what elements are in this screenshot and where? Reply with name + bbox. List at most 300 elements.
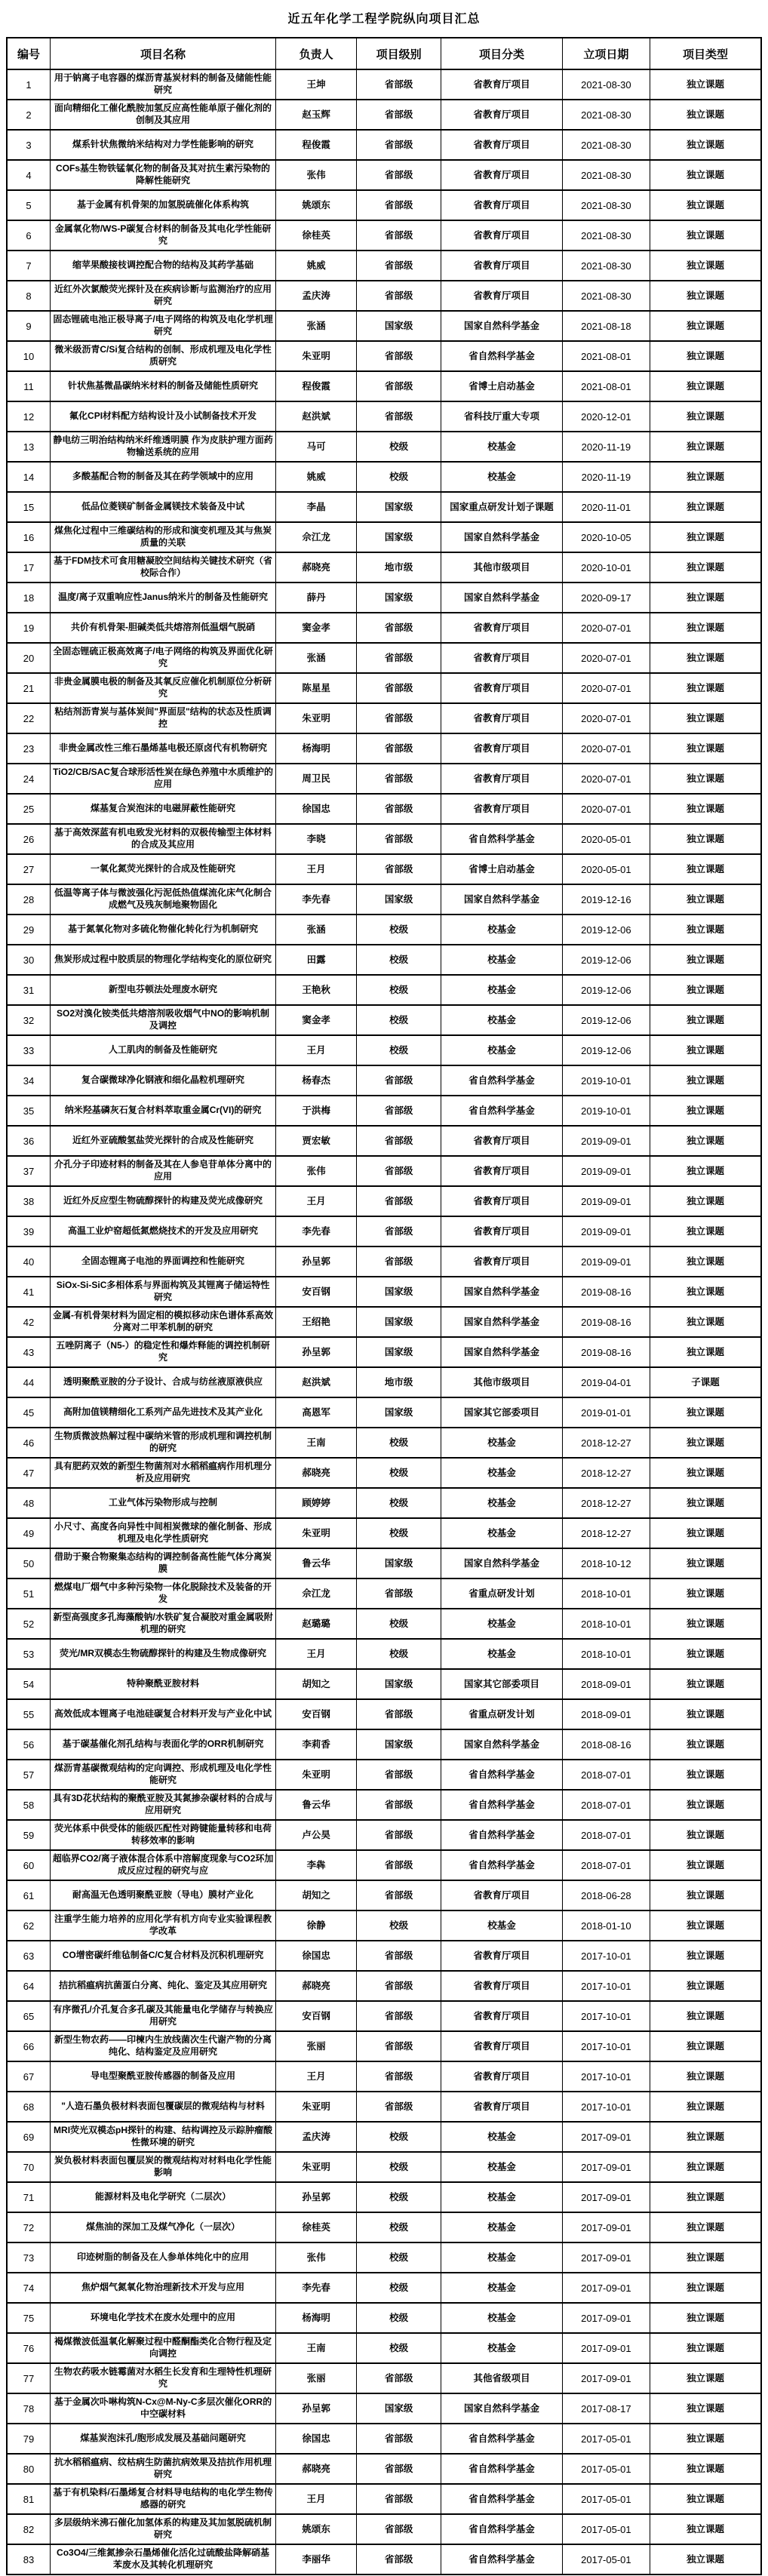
table-row [7,160,761,190]
cell-category: 省自然科学基金 [441,2544,563,2574]
cell-category: 省博士启动基金 [441,371,563,401]
cell-date: 2019-08-16 [562,1307,650,1337]
cell-project-name: 基于FDM技术可食用糖凝胶空间结构关键技术研究（省校际合作） [51,552,276,583]
cell-type: 独立课题 [650,1850,761,1880]
cell-category: 省教育厅项目 [441,2061,563,2092]
cell-leader: 鲁云华 [276,1548,357,1578]
cell-leader: 李先春 [276,884,357,915]
cell-category: 国家自然科学基金 [441,884,563,915]
cell-number: 17 [7,552,51,583]
cell-number: 38 [7,1186,51,1216]
cell-leader: 陈星星 [276,673,357,703]
cell-category: 校基金 [441,432,563,462]
cell-project-name: 粘结剂沥青炭与基体炭间"界面层"结构的状态及性质调控 [51,703,276,733]
cell-leader: 郝晓亮 [276,2454,357,2484]
cell-level: 省部级 [357,341,441,371]
cell-leader: 王绍艳 [276,1307,357,1337]
table-row [7,1548,761,1578]
cell-level: 省部级 [357,643,441,673]
cell-category: 省教育厅项目 [441,613,563,643]
cell-date: 2017-10-01 [562,2061,650,2092]
cell-number: 55 [7,1699,51,1729]
cell-type: 独立课题 [650,2031,761,2061]
cell-type: 独立课题 [650,1820,761,1850]
table-row [7,1609,761,1639]
cell-category: 校基金 [441,945,563,975]
cell-date: 2019-08-16 [562,1337,650,1367]
cell-category: 校基金 [441,1488,563,1518]
cell-category: 省重点研发计划 [441,1578,563,1609]
cell-level: 省部级 [357,1126,441,1156]
cell-project-name: 拮抗稻瘟病抗菌蛋白分离、纯化、鉴定及其应用研究 [51,1971,276,2001]
cell-leader: 徐国忠 [276,1941,357,1971]
cell-level: 地市级 [357,552,441,583]
cell-level: 省部级 [357,703,441,733]
header-leader: 负责人 [276,38,357,69]
cell-number: 36 [7,1126,51,1156]
table-row [7,915,761,945]
cell-number: 10 [7,341,51,371]
cell-leader: 卢公昊 [276,1820,357,1850]
cell-category: 国家自然科学基金 [441,1277,563,1307]
cell-number: 47 [7,1458,51,1488]
cell-level: 省部级 [357,1971,441,2001]
cell-project-name: CO增密碳纤维毡制备C/C复合材料及沉积机理研究 [51,1941,276,1971]
cell-category: 省自然科学基金 [441,1760,563,1790]
cell-project-name: 高附加值镁精细化工系列产品先进技术及其产业化 [51,1397,276,1428]
cell-category: 国家自然科学基金 [441,1548,563,1578]
cell-leader: 安百钢 [276,1699,357,1729]
cell-type: 独立课题 [650,1729,761,1760]
cell-type: 独立课题 [650,2061,761,2092]
cell-type: 独立课题 [650,100,761,130]
cell-number: 77 [7,2363,51,2393]
cell-number: 44 [7,1367,51,1397]
cell-type: 独立课题 [650,2303,761,2333]
cell-project-name: 金属-有机骨架材料为固定相的模拟移动床色谱体系高效分离对二甲苯机制的研究 [51,1307,276,1337]
table-row [7,1005,761,1035]
cell-category: 校基金 [441,2333,563,2363]
cell-number: 37 [7,1156,51,1186]
cell-type: 独立课题 [650,1760,761,1790]
cell-level: 省部级 [357,1790,441,1820]
cell-date: 2020-11-01 [562,492,650,522]
cell-category: 校基金 [441,915,563,945]
cell-category: 校基金 [441,1428,563,1458]
cell-number: 40 [7,1247,51,1277]
cell-date: 2019-09-01 [562,1216,650,1247]
cell-category: 省自然科学基金 [441,1820,563,1850]
table-row [7,371,761,401]
cell-number: 25 [7,794,51,824]
cell-number: 49 [7,1518,51,1548]
cell-category: 校基金 [441,1005,563,1035]
cell-date: 2017-10-01 [562,1971,650,2001]
cell-type: 独立课题 [650,1307,761,1337]
cell-number: 27 [7,854,51,884]
cell-type: 独立课题 [650,1186,761,1216]
cell-date: 2018-12-27 [562,1518,650,1548]
cell-category: 省教育厅项目 [441,1126,563,1156]
cell-project-name: 非贵金属膜电极的制备及其氧反应催化机制原位分析研究 [51,673,276,703]
cell-date: 2019-12-06 [562,915,650,945]
cell-number: 15 [7,492,51,522]
cell-date: 2017-09-01 [562,2212,650,2242]
table-row [7,1941,761,1971]
cell-level: 校级 [357,945,441,975]
cell-leader: 贾宏敏 [276,1126,357,1156]
table-row [7,764,761,794]
cell-type: 独立课题 [650,552,761,583]
cell-category: 省自然科学基金 [441,1850,563,1880]
cell-number: 67 [7,2061,51,2092]
cell-leader: 高恩军 [276,1397,357,1428]
cell-leader: 郝晓亮 [276,552,357,583]
cell-level: 省部级 [357,1096,441,1126]
cell-level: 校级 [357,1005,441,1035]
cell-category: 国家自然科学基金 [441,311,563,341]
cell-number: 26 [7,824,51,854]
cell-project-name: 新型电芬顿法处理废水研究 [51,975,276,1005]
cell-date: 2018-07-01 [562,1760,650,1790]
cell-category: 国家自然科学基金 [441,1337,563,1367]
cell-project-name: 荧光/MR双模态生物硫醇探针的构建及生物成像研究 [51,1639,276,1669]
cell-level: 省部级 [357,794,441,824]
cell-type: 独立课题 [650,1609,761,1639]
cell-date: 2020-05-01 [562,854,650,884]
cell-type: 独立课题 [650,2092,761,2122]
cell-number: 63 [7,1941,51,1971]
cell-type: 独立课题 [650,1065,761,1096]
table-row [7,1397,761,1428]
cell-project-name: 缩苹果酸接枝调控配合物的结构及其药学基础 [51,251,276,281]
cell-date: 2020-07-01 [562,733,650,764]
cell-type: 独立课题 [650,2363,761,2393]
cell-category: 省教育厅项目 [441,1216,563,1247]
cell-date: 2021-08-30 [562,251,650,281]
cell-type: 独立课题 [650,130,761,160]
cell-project-name: 注重学生能力培养的应用化学有机方向专业实验课程教学改革 [51,1910,276,1941]
cell-project-name: 固态锂硫电池正极导离子/电子网络的构筑及电化学机理研究 [51,311,276,341]
cell-leader: 窦金孝 [276,1005,357,1035]
cell-type: 独立课题 [650,1005,761,1035]
cell-date: 2018-07-01 [562,1790,650,1820]
cell-leader: 杨春杰 [276,1065,357,1096]
cell-number: 33 [7,1035,51,1065]
cell-project-name: SO2对溴化铵类低共熔溶剂吸收烟气中NO的影响机制及调控 [51,1005,276,1035]
cell-project-name: 借助于聚合物聚集态结构的调控制备高性能气体分离炭膜 [51,1548,276,1578]
table-row [7,945,761,975]
cell-leader: 孙呈郭 [276,1247,357,1277]
cell-type: 独立课题 [650,1971,761,2001]
cell-type: 独立课题 [650,1880,761,1910]
cell-type: 独立课题 [650,341,761,371]
cell-date: 2018-10-01 [562,1578,650,1609]
cell-date: 2021-08-18 [562,311,650,341]
cell-level: 国家级 [357,1337,441,1367]
cell-level: 省部级 [357,2544,441,2574]
cell-project-name: 基于高效深蓝有机电致发光材料的双极传输型主体材料的合成及其应用 [51,824,276,854]
cell-project-name: 导电型聚酰亚胺传感器的制备及应用 [51,2061,276,2092]
cell-level: 省部级 [357,130,441,160]
cell-project-name: 面向精细化工催化酰胺加氢反应高性能单原子催化剂的创制及其应用 [51,100,276,130]
cell-category: 省教育厅项目 [441,160,563,190]
cell-number: 6 [7,220,51,251]
table-row [7,311,761,341]
table-row [7,1247,761,1277]
cell-project-name: 特种聚酰亚胺材料 [51,1669,276,1699]
cell-date: 2021-08-30 [562,281,650,311]
cell-project-name: 煤基复合炭泡沫的电磁屏蔽性能研究 [51,794,276,824]
cell-category: 校基金 [441,2273,563,2303]
cell-category: 省教育厅项目 [441,2031,563,2061]
cell-level: 省部级 [357,854,441,884]
cell-level: 省部级 [357,2454,441,2484]
table-row [7,2152,761,2182]
cell-number: 53 [7,1639,51,1669]
cell-leader: 张涵 [276,915,357,945]
cell-leader: 鲁云华 [276,1790,357,1820]
cell-number: 20 [7,643,51,673]
cell-category: 其他市级项目 [441,1367,563,1397]
cell-category: 校基金 [441,1639,563,1669]
cell-category: 省教育厅项目 [441,220,563,251]
cell-number: 5 [7,190,51,220]
table-row [7,2484,761,2514]
cell-date: 2018-12-27 [562,1428,650,1458]
cell-date: 2019-12-06 [562,975,650,1005]
table-row [7,341,761,371]
cell-project-name: 多酸基配合物的制备及其在药学领域中的应用 [51,462,276,492]
table-row [7,1458,761,1488]
cell-date: 2020-11-19 [562,432,650,462]
cell-project-name: 高效低成本锂离子电池硅碳复合材料开发与产业化中试 [51,1699,276,1729]
cell-date: 2021-08-30 [562,160,650,190]
cell-leader: 李晓 [276,824,357,854]
table-row [7,1639,761,1669]
cell-leader: 徐静 [276,1910,357,1941]
table-row [7,1910,761,1941]
cell-leader: 马可 [276,432,357,462]
table-row [7,703,761,733]
cell-level: 校级 [357,1488,441,1518]
cell-date: 2020-10-05 [562,522,650,552]
cell-type: 独立课题 [650,1639,761,1669]
cell-type: 独立课题 [650,190,761,220]
cell-project-name: 微米级沥青C/Si复合结构的创制、形成机理及电化学性质研究 [51,341,276,371]
cell-category: 国家其它部委项目 [441,1669,563,1699]
cell-leader: 窦金孝 [276,613,357,643]
cell-project-name: 煤焦化过程中三维碳结构的形成和演变机理及其与焦炭质量的关联 [51,522,276,552]
cell-leader: 安百钢 [276,2001,357,2031]
cell-number: 48 [7,1488,51,1518]
cell-project-name: 煤基炭泡沫孔/胞形成发展及基础问题研究 [51,2424,276,2454]
cell-level: 省部级 [357,281,441,311]
cell-category: 省教育厅项目 [441,130,563,160]
cell-category: 省教育厅项目 [441,100,563,130]
cell-level: 国家级 [357,1307,441,1337]
cell-level: 校级 [357,1428,441,1458]
cell-level: 校级 [357,1458,441,1488]
table-row [7,2273,761,2303]
header-date: 立项日期 [562,38,650,69]
cell-date: 2020-11-19 [562,462,650,492]
cell-leader: 张涵 [276,311,357,341]
cell-level: 省部级 [357,1850,441,1880]
table-row [7,2454,761,2484]
table-row [7,1277,761,1307]
cell-number: 64 [7,1971,51,2001]
cell-project-name: 煤系针状焦微纳米结构对力学性能影响的研究 [51,130,276,160]
cell-type: 独立课题 [650,1216,761,1247]
cell-project-name: 人工肌肉的制备及性能研究 [51,1035,276,1065]
cell-project-name: 基于金属有机骨架的加氢脱硫催化体系构筑 [51,190,276,220]
cell-category: 校基金 [441,462,563,492]
cell-level: 国家级 [357,311,441,341]
cell-leader: 王月 [276,1186,357,1216]
cell-date: 2018-07-01 [562,1850,650,1880]
cell-level: 校级 [357,462,441,492]
cell-date: 2017-09-01 [562,2303,650,2333]
cell-leader: 孙呈郭 [276,2182,357,2212]
table-row [7,1971,761,2001]
cell-date: 2017-10-01 [562,1941,650,1971]
cell-type: 独立课题 [650,251,761,281]
cell-type: 独立课题 [650,1337,761,1367]
cell-type: 独立课题 [650,703,761,733]
cell-leader: 王艳秋 [276,975,357,1005]
cell-project-name: 用于钠离子电容器的煤沥青基炭材料的制备及储能性能研究 [51,69,276,100]
cell-type: 独立课题 [650,1790,761,1820]
cell-type: 独立课题 [650,1488,761,1518]
cell-category: 省教育厅项目 [441,1971,563,2001]
cell-project-name: SiOx-Si-SiC多相体系与界面构筑及其锂离子储运特性研究 [51,1277,276,1307]
cell-number: 19 [7,613,51,643]
cell-leader: 郝晓亮 [276,1458,357,1488]
cell-level: 省部级 [357,2092,441,2122]
table-row [7,1850,761,1880]
cell-project-name: 介孔分子印迹材料的制备及其在人参皂苷单体分离中的应用 [51,1156,276,1186]
cell-type: 独立课题 [650,915,761,945]
cell-leader: 杨海明 [276,733,357,764]
cell-date: 2017-05-01 [562,2484,650,2514]
cell-number: 2 [7,100,51,130]
header-name: 项目名称 [51,38,276,69]
cell-number: 1 [7,69,51,100]
cell-leader: 佘江龙 [276,1578,357,1609]
cell-project-name: 纳米羟基磷灰石复合材料萃取重金属Cr(VI)的研究 [51,1096,276,1126]
table-row [7,2333,761,2363]
cell-number: 39 [7,1216,51,1247]
cell-type: 独立课题 [650,1277,761,1307]
cell-leader: 王南 [276,1428,357,1458]
cell-number: 34 [7,1065,51,1096]
cell-leader: 张丽 [276,2363,357,2393]
cell-level: 校级 [357,1609,441,1639]
cell-leader: 朱亚明 [276,2152,357,2182]
cell-leader: 孟庆涛 [276,2122,357,2152]
cell-number: 68 [7,2092,51,2122]
cell-project-name: 焦炭形成过程中胶质层的物理化学结构变化的原位研究 [51,945,276,975]
cell-leader: 郝晓亮 [276,1971,357,2001]
cell-number: 70 [7,2152,51,2182]
cell-category: 国家自然科学基金 [441,2393,563,2424]
cell-level: 省部级 [357,1578,441,1609]
cell-type: 独立课题 [650,884,761,915]
cell-project-name: 炭负极材料表面包覆层炭的微观结构对材料电化学性能影响 [51,2152,276,2182]
cell-type: 独立课题 [650,733,761,764]
cell-date: 2019-10-01 [562,1096,650,1126]
cell-leader: 李犇 [276,1850,357,1880]
cell-level: 省部级 [357,69,441,100]
cell-type: 独立课题 [650,432,761,462]
cell-date: 2020-10-01 [562,552,650,583]
cell-date: 2021-08-01 [562,341,650,371]
header-category: 项目分类 [441,38,563,69]
cell-leader: 朱亚明 [276,703,357,733]
cell-category: 省教育厅项目 [441,1941,563,1971]
table-row [7,1186,761,1216]
cell-level: 省部级 [357,1216,441,1247]
cell-level: 校级 [357,432,441,462]
cell-level: 国家级 [357,1548,441,1578]
cell-project-name: 生物质微波热解过程中碳纳米管的形成机理和调控机制的研究 [51,1428,276,1458]
cell-level: 校级 [357,2182,441,2212]
table-row [7,2061,761,2092]
cell-number: 59 [7,1820,51,1850]
cell-number: 32 [7,1005,51,1035]
cell-type: 独立课题 [650,1458,761,1488]
cell-date: 2021-08-01 [562,371,650,401]
cell-category: 省教育厅项目 [441,794,563,824]
cell-leader: 朱亚明 [276,341,357,371]
cell-date: 2018-09-01 [562,1669,650,1699]
cell-type: 独立课题 [650,1548,761,1578]
cell-leader: 周卫民 [276,764,357,794]
cell-project-name: 基于有机染料/石墨烯复合材料导电结构的电化学生物传感器的研究 [51,2484,276,2514]
cell-date: 2020-07-01 [562,643,650,673]
cell-project-name: 生物农药吸水链霉菌对水稻生长发育和生理特性机理研究 [51,2363,276,2393]
cell-category: 省自然科学基金 [441,1096,563,1126]
cell-project-name: 具有3D花状结构的聚酰亚胺及其氮掺杂碳材料的合成与应用研究 [51,1790,276,1820]
cell-type: 独立课题 [650,69,761,100]
cell-leader: 徐桂英 [276,220,357,251]
table-row [7,854,761,884]
cell-type: 独立课题 [650,1518,761,1548]
cell-level: 校级 [357,2212,441,2242]
cell-project-name: 近红外亚硫酸氢盐荧光探针的合成及性能研究 [51,1126,276,1156]
cell-project-name: 共价有机骨架-胆碱类低共熔溶剂低温烟气脱硝 [51,613,276,643]
table-row [7,1367,761,1397]
cell-type: 独立课题 [650,945,761,975]
cell-type: 独立课题 [650,220,761,251]
cell-type: 独立课题 [650,1428,761,1458]
cell-number: 18 [7,583,51,613]
header-type: 项目类型 [650,38,761,69]
table-row [7,1729,761,1760]
cell-category: 省自然科学基金 [441,2484,563,2514]
cell-level: 校级 [357,2152,441,2182]
cell-category: 国家自然科学基金 [441,583,563,613]
cell-type: 独立课题 [650,281,761,311]
cell-leader: 朱亚明 [276,1518,357,1548]
table-row [7,824,761,854]
cell-leader: 程俊霞 [276,130,357,160]
cell-category: 省自然科学基金 [441,341,563,371]
cell-leader: 王月 [276,854,357,884]
cell-level: 国家级 [357,583,441,613]
cell-project-name: "人造石墨负极材料表面包覆碳层的微观结构与材料 [51,2092,276,2122]
